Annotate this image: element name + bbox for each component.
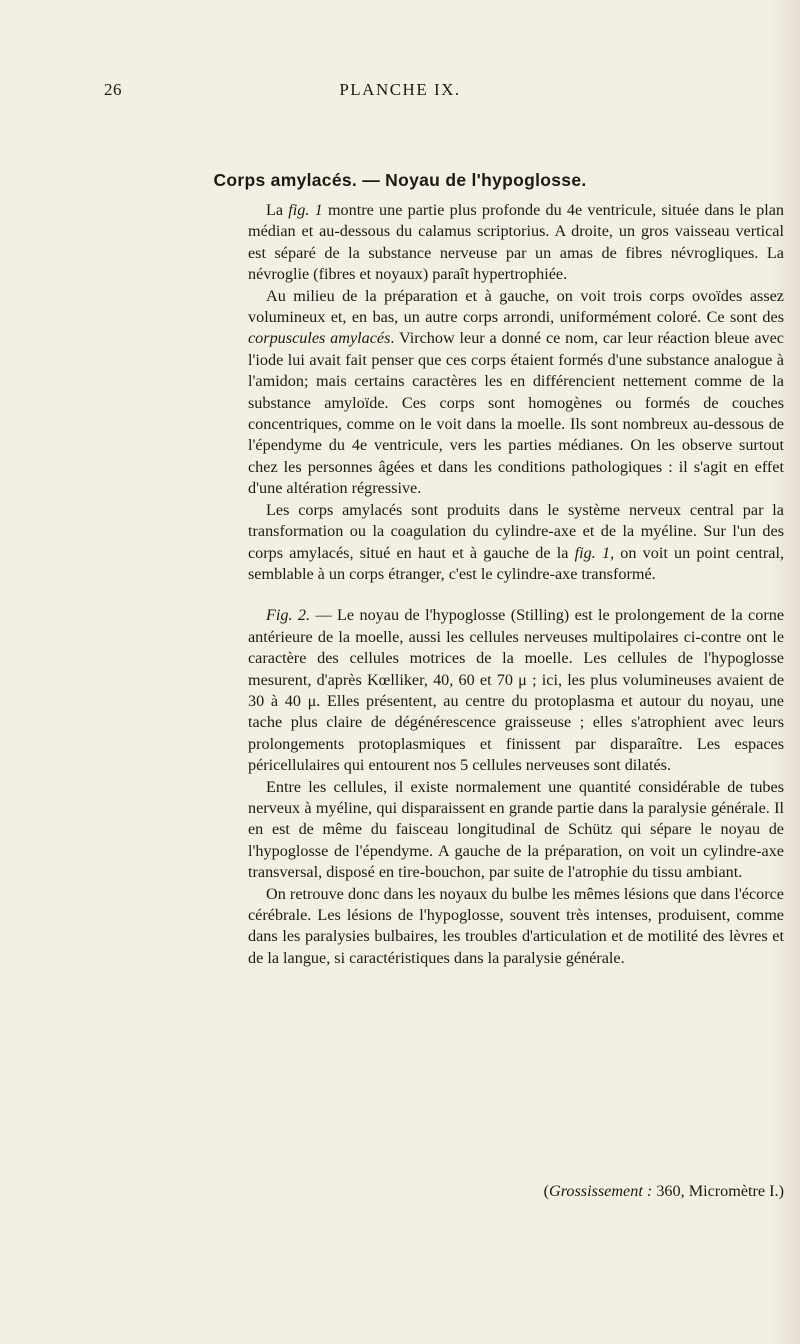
italic-term: corpuscules amylacés bbox=[248, 329, 391, 348]
plate-label: PLANCHE IX. bbox=[339, 80, 461, 99]
text-run: . Virchow leur a donné ce nom, car leur réaction bleue avec l'iode lui avait fait penser que ces corps étaient formés d'une substance analogue à l'amidon; mais certains caractères les en différencient nettement comme de la substance amyloïde. Ces corps sont homogènes ou formés de couches concentriques, comme on le voit dans la moelle. Ils sont nombreux au-dessous de l'épendyme du 4e ventricule, vers les parties médianes. On les observe surtout chez les personnes âgées et dans les conditions pathologiques : il s'agit en effet d'une altération régressive. bbox=[248, 329, 784, 498]
text-run: montre une partie plus profonde du 4e ventricule, située dans le plan médian et au-dessous du calamus scriptorius. A droite, un gros vaisseau vertical est séparé de la substance nerveuse par un amas de fibres névrogliques. La névroglie (fibres et noyaux) paraît hypertrophiée. bbox=[248, 201, 784, 284]
figure-reference: fig. 1 bbox=[288, 201, 323, 219]
text-run: , on voit un point central, semblable à un corps étranger, c'est le cylindre-axe transformé. bbox=[248, 543, 784, 583]
magnification-note bbox=[248, 1182, 784, 1201]
paragraph-fig1-intro bbox=[248, 200, 784, 286]
text-run: — Le noyau de l'hypoglosse (Stilling) est le prolongement de la corne antérieure de la moelle, aussi les cellules nerveuses multipolaires ci-contre ont le caractère des cellules motrices de la moelle. Les cellules de l'hypoglosse mesurent, d'après Kœlliker, 40, 60 et 70 μ ; ici, les plus volumineuses avaient de 30 à 40 μ. Elles présentent, au centre du protoplasma et autour du noyau, une tache plus claire de dégénérescence graisseuse ; elles s'atrophient avec leurs prolongements protoplasmiques et finissent par disparaître. Les espaces péricellulaires qui entourent nos 5 cellules nerveuses sont dilatés. bbox=[248, 606, 785, 775]
paragraph-fig2-intro bbox=[248, 605, 784, 776]
paragraph-myelin-tubes: Entre les cellules, il existe normalement une quantité considérable de tubes nerveux à myéline, qui disparaissent en grande partie dans la paralysie générale. Il en est de même du faisceau longitudinal de Schütz qui sépare le noyau de l'hypoglosse de l'épendyme. A gauche de la préparation, on voit un cylindre-axe transversal, disposé en tire-bouchon, par suite de l'atrophie du tissu ambiant. bbox=[248, 777, 784, 882]
running-head bbox=[0, 80, 800, 104]
page-number: 26 bbox=[104, 80, 122, 99]
magnification-value: 360, Micromètre I. bbox=[652, 1182, 779, 1200]
text-run: Au milieu de la préparation et à gauche, on voit trois corps ovoïdes assez volumineux et, en bas, un autre corps arrondi, uniformément coloré. Ce sont des bbox=[248, 286, 784, 327]
text-run: Les corps amylacés sont produits dans le système nerveux central par la transformation ou la coagulation du cylindre-axe et de la myéline. Sur l'un des corps amylacés, situé en haut et à gauche de la bbox=[248, 500, 784, 562]
figure-reference: Fig. 2. bbox=[266, 606, 311, 625]
paragraph-corpuscles bbox=[248, 286, 784, 500]
figure-reference: fig. 1 bbox=[574, 543, 611, 562]
body-text bbox=[248, 200, 784, 969]
text-run: La bbox=[266, 201, 289, 219]
section-title: Corps amylacés. — Noyau de l'hypoglosse. bbox=[213, 170, 587, 190]
paren-open: ( bbox=[543, 1182, 549, 1200]
magnification-label: Grossissement : bbox=[549, 1182, 653, 1200]
paren-close: ) bbox=[778, 1182, 784, 1200]
paragraph-bulb-lesions: On retrouve donc dans les noyaux du bulbe les mêmes lésions que dans l'écorce cérébrale. Les lésions de l'hypoglosse, souvent très intenses, produisent, comme dans les paralysies bulbaires, les troubles d'articulation et de motilité des lèvres et de la langue, si caractéristiques dans la paralysie générale. bbox=[248, 884, 784, 967]
paragraph-formation bbox=[248, 500, 784, 586]
